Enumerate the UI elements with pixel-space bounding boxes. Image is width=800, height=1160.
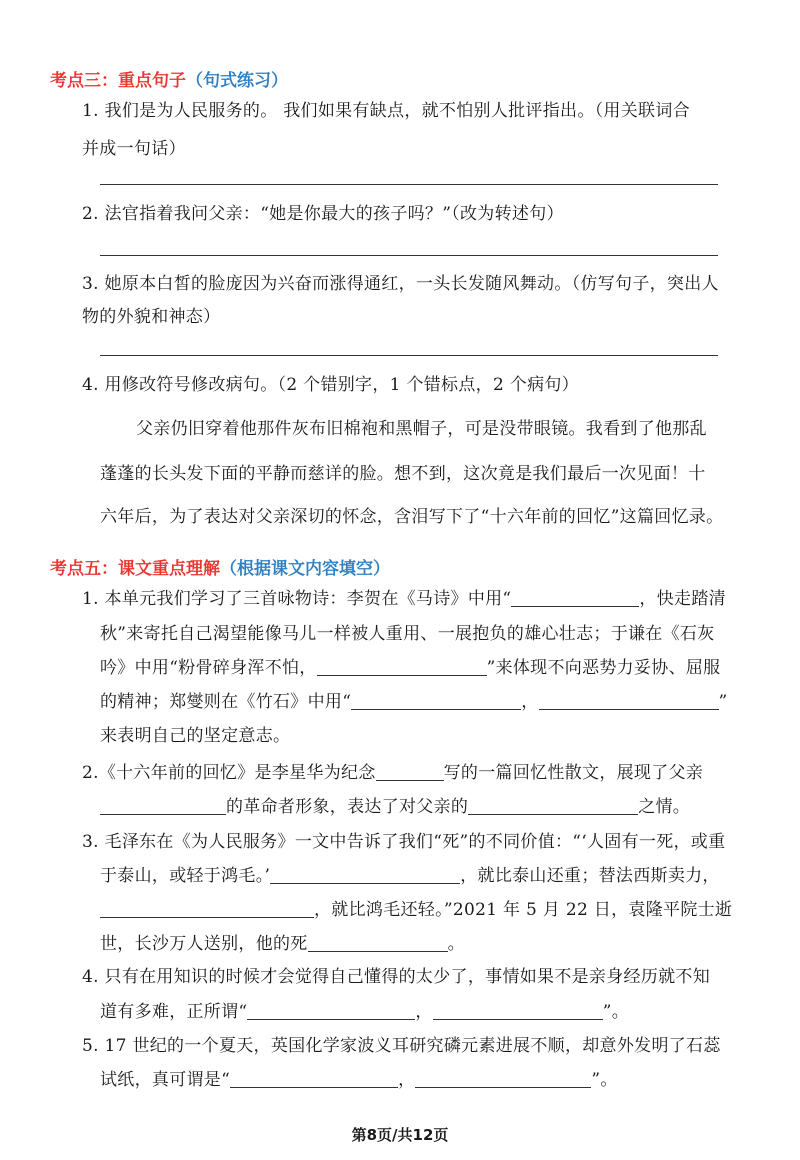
s5-q4-line1: 4. 只有在用知识的时候才会觉得自己懂得的太少了，事情如果不是亲身经历就不知 xyxy=(82,967,711,987)
s5-q3-text-4a: 世，长沙万人送别，他的死 xyxy=(100,934,308,954)
s5-q1-text-1b: ，快走踏清 xyxy=(639,589,726,609)
section-3-title-main: 考点三：重点句子 xyxy=(50,71,186,91)
section-5-title-sub: （根据课文内容填空） xyxy=(220,559,390,579)
s5-q2-blank-1[interactable] xyxy=(376,764,444,781)
s3-q4-line1: 4. 用修改符号修改病句。（2 个错别字，1 个错标点，2 个病句） xyxy=(82,375,579,395)
s5-q1-text-1a: 1. 本单元我们学习了三首咏物诗：李贺在《马诗》中用“ xyxy=(82,589,512,609)
s5-q5-text-2b: ， xyxy=(398,1070,416,1090)
s5-q5-blank-2[interactable] xyxy=(415,1071,591,1088)
s3-q3-line1: 3. 她原本白皙的脸庞因为兴奋而涨得通红，一头长发随风舞动。（仿写句子，突出人 xyxy=(82,274,719,294)
s5-q1-line4 xyxy=(100,692,728,712)
s5-q3-text-3b: ，就比鸿毛还轻。”2021 年 5 月 22 日，袁隆平院士逝 xyxy=(314,900,733,920)
s5-q4-text-2a: 道有多难，正所谓“ xyxy=(100,1002,248,1022)
s5-q3-text-4b: 。 xyxy=(447,934,465,954)
section-5-title-main: 考点五：课文重点理解 xyxy=(50,559,220,579)
s5-q3-line1: 3. 毛泽东在《为人民服务》一文中告诉了我们“死”的不同价值：“‘人固有一死，或重 xyxy=(82,832,726,852)
s3-q4-paragraph-line1[interactable]: 父亲仍旧穿着他那件灰布旧棉袍和黑帽子，可是没带眼镜。我看到了他那乱 xyxy=(136,419,707,439)
s5-q3-text-2b: ，就比泰山还重；替法西斯卖力， xyxy=(460,866,720,886)
s5-q2-blank-3[interactable] xyxy=(468,798,638,815)
s5-q1-line3 xyxy=(100,658,720,678)
section-3-title-sub: （句式练习） xyxy=(186,71,288,91)
s5-q5-blank-1[interactable] xyxy=(230,1071,398,1088)
s5-q3-blank-1[interactable] xyxy=(270,867,460,884)
page-number: 第8页/共12页 xyxy=(351,1126,449,1144)
s3-q4-paragraph-line3[interactable]: 六年后，为了表达对父亲深切的怀念，含泪写下了“十六年前的回忆”这篇回忆录。 xyxy=(100,507,724,527)
s5-q1-line5: 来表明自己的坚定意志。 xyxy=(100,726,291,746)
s3-q3-line2: 物的外貌和神态） xyxy=(82,307,221,327)
s5-q3-line4 xyxy=(100,934,465,954)
s5-q1-text-4a: 的精神；郑燮则在《竹石》中用“ xyxy=(100,692,352,712)
s5-q5-line2 xyxy=(100,1070,618,1090)
s5-q1-text-3a: 吟》中用“粉骨碎身浑不怕， xyxy=(100,658,317,678)
s3-q1-answer-line[interactable] xyxy=(100,184,718,185)
s3-q4-paragraph-line2[interactable]: 蓬蓬的长头发下面的平静而慈详的脸。想不到，这次竟是我们最后一次见面！十 xyxy=(100,464,706,484)
s5-q4-line2 xyxy=(100,1002,629,1022)
s5-q1-blank-2[interactable] xyxy=(317,659,487,676)
section-3-title xyxy=(50,66,288,91)
s5-q2-blank-2[interactable] xyxy=(100,798,226,815)
s3-q1-line2: 并成一句话） xyxy=(82,139,186,159)
s5-q1-blank-3[interactable] xyxy=(351,693,521,710)
s5-q4-blank-2[interactable] xyxy=(433,1003,603,1020)
s5-q1-blank-1[interactable] xyxy=(511,590,639,607)
s5-q2-text-2b: 的革命者形象，表达了对父亲的 xyxy=(226,797,469,817)
s5-q3-blank-2[interactable] xyxy=(100,901,314,918)
s5-q4-text-2b: ， xyxy=(415,1002,433,1022)
section-5-title xyxy=(50,554,390,579)
s3-q2-answer-line[interactable] xyxy=(100,255,718,256)
s5-q4-text-2c: ”。 xyxy=(602,1002,629,1022)
s5-q2-line2 xyxy=(100,797,690,817)
s5-q2-line1 xyxy=(82,763,703,783)
s5-q1-text-4b: ， xyxy=(521,692,539,712)
s5-q3-line3 xyxy=(100,900,732,920)
s5-q1-line2: 秋”来寄托自己渴望能像马儿一样被人重用、一展抱负的雄心壮志；于谦在《石灰 xyxy=(100,624,715,644)
s5-q1-blank-4[interactable] xyxy=(539,693,719,710)
s5-q1-line1 xyxy=(82,589,726,609)
s5-q5-text-2c: ”。 xyxy=(591,1070,618,1090)
s5-q1-text-3b: ”来体现不向恶势力妥协、屈服 xyxy=(486,658,721,678)
s3-q1-line1: 1. 我们是为人民服务的。 我们如果有缺点，就不怕别人批评指出。（用关联词合 xyxy=(82,101,690,121)
s5-q3-line2 xyxy=(100,866,720,886)
s3-q3-answer-line[interactable] xyxy=(100,355,718,356)
s5-q2-text-1a: 2.《十六年前的回忆》是李星华为纪念 xyxy=(82,763,376,783)
s5-q3-blank-3[interactable] xyxy=(308,935,448,952)
s5-q2-text-2c: 之情。 xyxy=(638,797,691,817)
s5-q3-text-2a: 于泰山，或轻于鸿毛。’ xyxy=(100,866,271,886)
s5-q1-text-4c: ” xyxy=(718,692,728,712)
s5-q5-line1: 5. 17 世纪的一个夏天，英国化学家波义耳研究磷元素进展不顺，却意外发明了石蕊 xyxy=(82,1036,721,1056)
s5-q5-text-2a: 试纸，真可谓是“ xyxy=(100,1070,231,1090)
s3-q2-line1: 2. 法官指着我问父亲：“她是你最大的孩子吗？”（改为转述句） xyxy=(82,204,564,224)
s5-q4-blank-1[interactable] xyxy=(247,1003,415,1020)
s5-q2-text-1b: 写的一篇回忆性散文，展现了父亲 xyxy=(443,763,704,783)
